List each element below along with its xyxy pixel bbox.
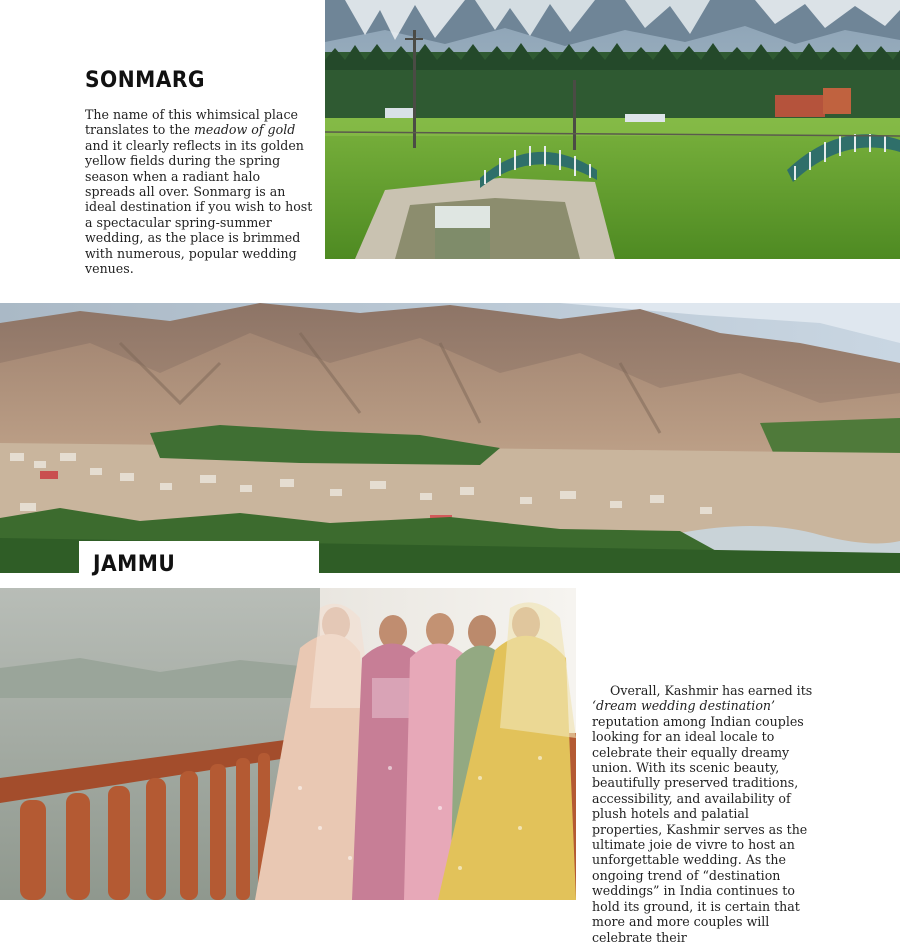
valley-panorama-photo — [0, 303, 900, 573]
jammu-heading: JAMMU — [93, 552, 176, 577]
sonmarg-text-part1: The name of this whimsical place translates to the — [85, 107, 298, 138]
sonmarg-text-part2: and it clearly reflects in its golden yellow fields during the spring season when a radiant halo spreads all over. Sonmarg is an ideal destination if you wish to host a spectacular spring-summer wedding, as the place is brimmed with numerous, popular wedding venues. — [85, 137, 313, 277]
sonmarg-photo — [325, 0, 900, 259]
overall-text-part1: Overall, Kashmir has earned its — [610, 683, 813, 698]
brides-photo — [0, 588, 576, 900]
overall-text-part2: reputation among Indian couples looking for an ideal locale to celebrate their equally dreamy union. With its scenic beauty, beautifully preserved traditions, accessibility, and availability of plush hotels and palatial properties, Kashmir serves as the ultimate joie de vivre to host an unforgettable wedding. As the ongoing trend of “destination weddings” in India continues to hold its ground, it is certain that more and more couples will celebrate their — [592, 713, 808, 945]
overall-text-emphasis: ‘dream wedding destination’ — [592, 698, 776, 714]
sonmarg-heading: SONMARG — [85, 68, 205, 93]
sonmarg-text-emphasis: meadow of gold — [193, 122, 296, 138]
sonmarg-paragraph — [85, 107, 313, 276]
overall-paragraph — [592, 683, 818, 945]
